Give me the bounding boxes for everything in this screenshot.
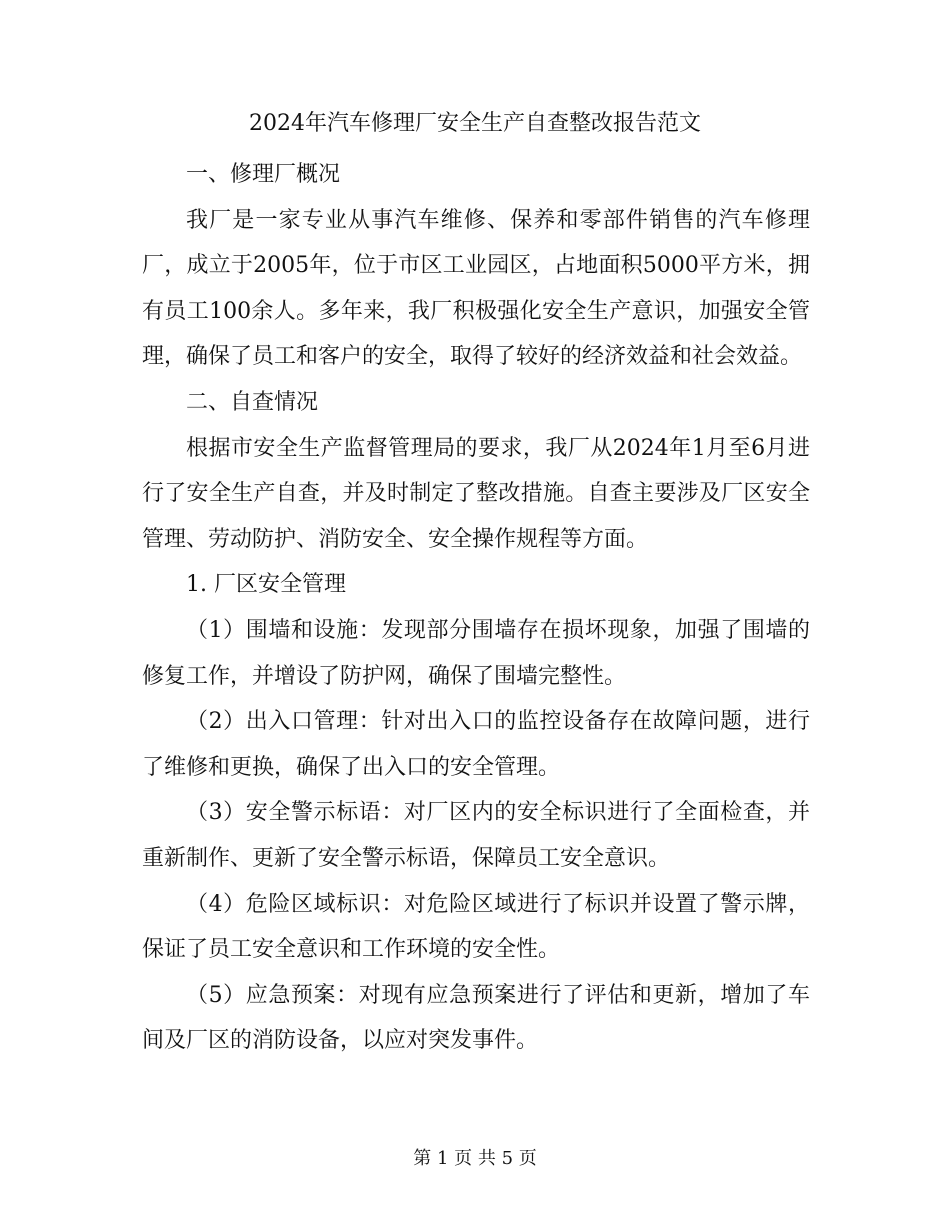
list-item-danger-zones: （4）危险区域标识：对危险区域进行了标识并设置了警示牌，保证了员工安全意识和工作环境的安全性。 xyxy=(142,891,810,963)
page-footer xyxy=(0,1143,950,1175)
list-item-warning-signs: （3）安全警示标语：对厂区内的安全标识进行了全面检查，并重新制作、更新了安全警示标语，保障员工安全意识。 xyxy=(142,800,810,871)
list-item-entrance: （2）出入口管理：针对出入口的监控设备存在故障问题，进行了维修和更换，确保了出入口的安全管理。 xyxy=(142,709,810,780)
list-item-walls: （1）围墙和设施：发现部分围墙存在损坏现象，加强了围墙的修复工作，并增设了防护网，确保了围墙完整性。 xyxy=(142,617,810,689)
section-heading-overview: 一、修理厂概况 xyxy=(186,162,341,187)
page-number: 第 1 页 共 5 页 xyxy=(413,1148,537,1169)
document-title: 2024年汽车修理厂安全生产自查整改报告范文 xyxy=(249,111,701,136)
section-heading-self-inspection: 二、自查情况 xyxy=(186,389,319,415)
paragraph-self-inspection: 根据市安全生产监督管理局的要求，我厂从2024年1月至6月进行了安全生产自查，并及时制定了整改措施。自查主要涉及厂区安全管理、劳动防护、消防安全、安全操作规程等方面。 xyxy=(142,435,810,552)
document-body xyxy=(142,152,810,1064)
paragraph-overview: 我厂是一家专业从事汽车维修、保养和零部件销售的汽车修理厂，成立于2005年，位于市区工业园区，占地面积5000平方米，拥有员工100余人。多年来，我厂积极强化安全生产意识，加强安全管理，确保了员工和客户的安全，取得了较好的经济效益和社会效益。 xyxy=(142,207,810,370)
subsection-heading-site-safety: 1. 厂区安全管理 xyxy=(186,572,346,598)
list-item-emergency-plan: （5）应急预案：对现有应急预案进行了评估和更新，增加了车间及厂区的消防设备，以应对突发事件。 xyxy=(142,982,810,1054)
